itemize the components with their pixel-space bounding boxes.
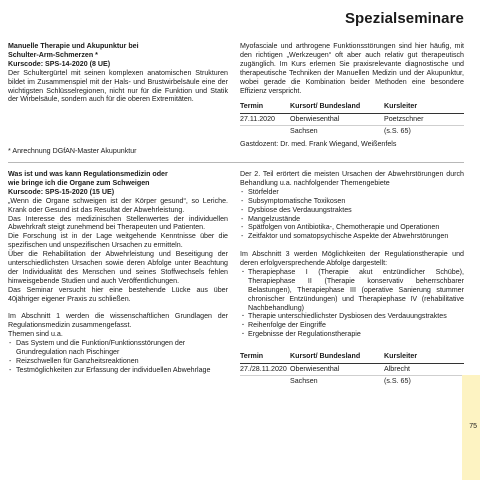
seminar2-right-intro: Der 2. Teil erörtert die meisten Ursachen der Abwehrstörungen durch Behandlung u.a. nachfolgender Themengebiete (240, 170, 464, 187)
table-cell-date: 27./28.11.2020 (240, 364, 290, 376)
list-item: · Therapiephase I (Therapie akut entzündlicher Schübe), Therapiephase II (Therapie konservativ beherrschbarer Belastungen), Therapiephase III (operative Sanierung stummer chronischer Entzündungen) und Therapiephase IV (rehabilitative Nachbehandlung) (240, 268, 464, 313)
list-item: - Störfelder (240, 188, 464, 197)
table-row (240, 126, 464, 137)
seminar1-description-left: Der Schultergürtel mit seinen komplexen anatomischen Strukturen bildet im Zusammenspiel mit der Hals- und Brustwirbelsäule eine der wichtigsten Schlüsselregionen, nicht nur für die Funktion und Statik der Wirbelsäule, sondern auch für die oberen Extremitäten. (8, 68, 228, 104)
table-cell-date (240, 376, 290, 387)
list-item: - Das System und die Funktion/Funktionsstörungen der Grundregulation nach Pischinger (8, 339, 228, 357)
seminar2-phases-list (240, 268, 464, 339)
table-cell-page-ref: (s.S. 65) (384, 127, 411, 136)
table-row (240, 364, 464, 376)
seminar2-paragraph-3: Die Forschung ist in der Lage weitgehende Kenntnisse über die spezifischen und unspezifischen Ursachen zu ermitteln. (8, 232, 228, 250)
table-cell-location: Oberwiesenthal (290, 364, 384, 376)
seminar2-title-line-1: Was ist und was kann Regulationsmedizin oder (8, 170, 168, 178)
seminar2-paragraph-4: Über die Rehabilitation der Abwehrleistung und Beseitigung der unterschiedlichsten Ursachen sowie deren Abfolge unter Beachtung der Individualität des Menschen und seines Stoffwechsels fehlen hinweisgebende Studien und auch Veröffentlichungen. (8, 250, 228, 285)
list-item: · Ergebnisse der Regulationstherapie (240, 330, 464, 339)
table-header-date: Termin (240, 351, 290, 363)
table-row (240, 376, 464, 387)
seminar2-schedule-table (240, 351, 464, 387)
table-row (240, 114, 464, 126)
table-header-instructor: Kursleiter (384, 351, 464, 363)
seminar1-right-column (240, 42, 464, 149)
table-cell-state: Sachsen (290, 127, 318, 136)
table-cell-state: Sachsen (290, 377, 318, 386)
list-item: - Reizschwellen für Ganzheitsreaktionen (8, 357, 228, 366)
seminar2-themes-intro: Themen sind u.a. (8, 330, 63, 339)
seminar2-course-code: Kurscode: SPS-15-2020 (15 UE) (8, 187, 115, 196)
seminar2-topics-list (240, 188, 464, 241)
seminar2-title-line-2: wie bringe ich die Organe zum Schweigen (8, 178, 150, 187)
seminar2-left-column (8, 170, 228, 375)
table-header-date: Termin (240, 101, 290, 113)
list-item: - Zeitfaktor und somatopsychische Aspekte der Abwehrstörungen (240, 232, 464, 241)
list-item: - Mangelzustände (240, 215, 464, 224)
seminar2-paragraph-6: Im Abschnitt 1 werden die wissenschaftlichen Grundlagen der Regulationsmedizin zusammengefasst. (8, 312, 228, 330)
seminar2-paragraph-2: Das Interesse des medizinischen Stellenwertes der individuellen Abwehrkraft steigt zunehmend bei Therapeuten und Patienten. (8, 214, 228, 232)
seminar2-themes-list (8, 339, 228, 375)
section-divider (8, 162, 464, 163)
table-cell-instructor: Poetzschner (384, 114, 464, 126)
seminar2-paragraph-5: Das Seminar versucht hier eine bestehende Lücke aus über 40jähriger eigener Praxis zu schließen. (8, 285, 228, 303)
seminar2-paragraph-1: „Wenn die Organe schweigen ist der Körper gesund“, so Leriche. Krank oder Gesund ist das Resultat der Abwehrleistung. (8, 196, 228, 214)
list-item: - Subsymptomatische Toxikosen (240, 197, 464, 206)
seminar1-footnote: * Anrechnung DGfAN-Master Akupunktur (8, 147, 137, 155)
list-item: - Dysbiose des Verdauungstraktes (240, 206, 464, 215)
list-item: · Reihenfolge der Eingriffe (240, 321, 464, 330)
seminar1-title-line-1: Manuelle Therapie und Akupunktur bei (8, 42, 139, 50)
list-item: - Testmöglichkeiten zur Erfassung der individuellen Abwehrlage (8, 366, 228, 375)
seminar2-right-column (240, 170, 464, 387)
seminar1-title-line-2: Schulter-Arm-Schmerzen * (8, 50, 98, 59)
table-header-instructor: Kursleiter (384, 101, 464, 113)
page-number: 75 (469, 423, 477, 430)
seminar1-left-column (8, 42, 228, 104)
seminar1-description-right: Myofasciale und arthrogene Funktionsstörungen sind hier häufig, mit den richtigen „Werkzeugen“ oft aber auch relativ gut therapeutisch zugänglich. Im Kurs erlernen Sie praxisrelevante diagnostische und therapeutische Techniken der Manuellen Medizin und der Akupunktur, wobei gerade die Kombination beider Methoden eine besondere Effizienz verspricht. (240, 42, 464, 95)
table-header-location: Kursort/ Bundesland (290, 101, 384, 113)
seminar1-schedule-table (240, 101, 464, 137)
table-cell-location: Oberwiesenthal (290, 114, 384, 126)
page-title: Spezialseminare (344, 10, 464, 27)
list-item: - Spätfolgen von Antibiotika-, Chemotherapie und Operationen (240, 223, 464, 232)
table-header-location: Kursort/ Bundesland (290, 351, 384, 363)
table-cell-instructor: Albrecht (384, 364, 464, 376)
list-item: · Therapie unterschiedlichster Dysbiosen des Verdauungstraktes (240, 312, 464, 321)
seminar1-course-code: Kurscode: SPS-14-2020 (8 UE) (8, 59, 111, 68)
table-cell-page-ref: (s.S. 65) (384, 377, 411, 386)
seminar1-guest-lecturer: Gastdozent: Dr. med. Frank Wiegand, Weißenfels (240, 140, 397, 149)
table-cell-date (240, 126, 290, 137)
table-cell-date: 27.11.2020 (240, 114, 290, 126)
seminar2-right-paragraph-2: Im Abschnitt 3 werden Möglichkeiten der Regulationstherapie und deren erfolgversprechende Abfolge dargestellt: (240, 250, 464, 268)
